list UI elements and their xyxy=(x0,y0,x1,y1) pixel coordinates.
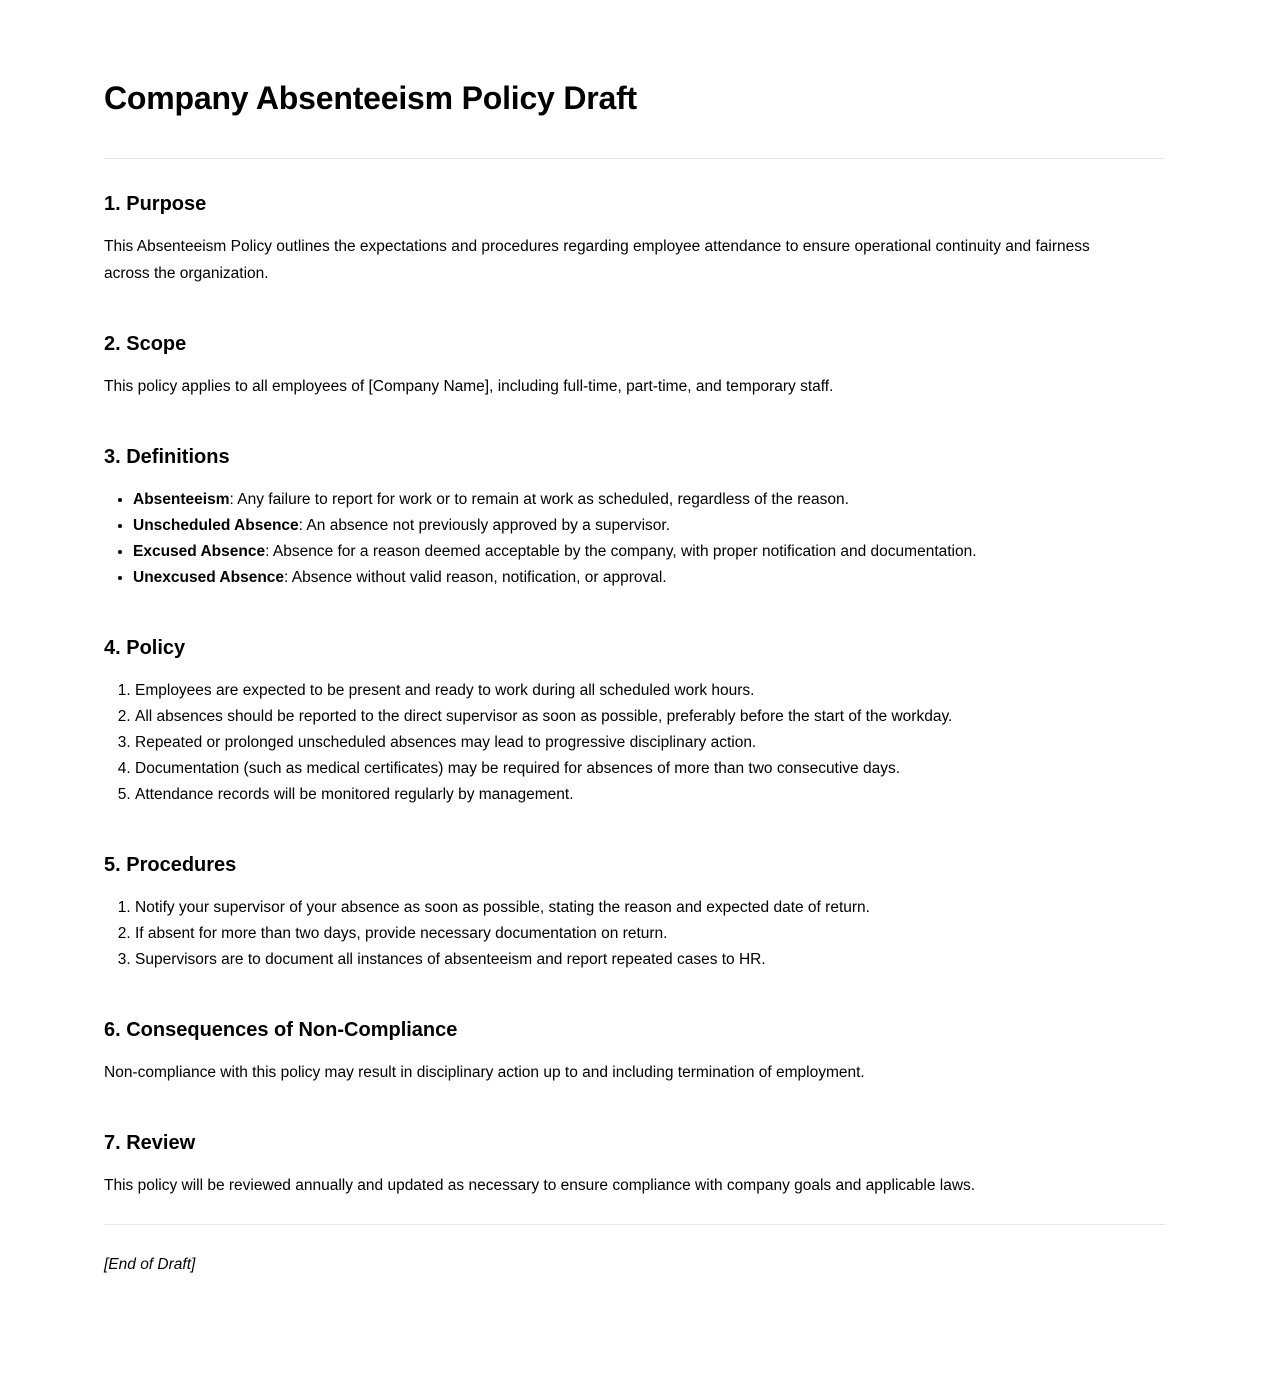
definitions-list xyxy=(104,487,1165,591)
section-procedures xyxy=(104,852,1165,973)
section-paragraph-review: This policy will be reviewed annually and updated as necessary to ensure compliance with company goals and applicable laws. xyxy=(104,1177,976,1194)
section-paragraph-scope: This policy applies to all employees of [Company Name], including full-time, part-time, and temporary staff. xyxy=(104,378,834,395)
list-item: 4. Documentation (such as medical certificates) may be required for absences of more than two consecutive days. xyxy=(135,756,1165,782)
definition-term: Unexcused Absence xyxy=(133,569,285,586)
list-item xyxy=(133,513,1165,539)
section-review xyxy=(104,1130,1165,1199)
list-item: 3. Repeated or prolonged unscheduled absences may lead to progressive disciplinary action. xyxy=(135,730,1165,756)
list-item: 3. Supervisors are to document all instances of absenteeism and report repeated cases to HR. xyxy=(135,947,1165,973)
list-item xyxy=(133,565,1165,591)
list-item: 2. If absent for more than two days, provide necessary documentation on return. xyxy=(135,921,1165,947)
list-item: 1. Notify your supervisor of your absence as soon as possible, stating the reason and expected date of return. xyxy=(135,895,1165,921)
section-definitions xyxy=(104,444,1165,591)
definition-text: : Absence for a reason deemed acceptable by the company, with proper notification and documentation. xyxy=(265,543,977,560)
section-consequences xyxy=(104,1017,1165,1086)
definition-text: : An absence not previously approved by a supervisor. xyxy=(298,517,671,534)
page-title: Company Absenteeism Policy Draft xyxy=(104,80,638,116)
end-of-draft-note: [End of Draft] xyxy=(104,1256,196,1273)
procedures-list xyxy=(104,895,1165,973)
list-item: 1. Employees are expected to be present and ready to work during all scheduled work hours. xyxy=(135,678,1165,704)
list-item: 5. Attendance records will be monitored regularly by management. xyxy=(135,782,1165,808)
definition-term: Absenteeism xyxy=(133,491,230,508)
section-paragraph-consequences: Non-compliance with this policy may result in disciplinary action up to and including termination of employment. xyxy=(104,1064,865,1081)
section-policy xyxy=(104,635,1165,808)
definition-term: Excused Absence xyxy=(133,543,266,560)
section-heading-policy: 4. Policy xyxy=(104,637,186,659)
section-purpose xyxy=(104,191,1165,287)
section-heading-scope: 2. Scope xyxy=(104,333,187,355)
section-heading-consequences: 6. Consequences of Non-Compliance xyxy=(104,1019,458,1041)
section-heading-review: 7. Review xyxy=(104,1132,196,1154)
title-divider xyxy=(104,158,1165,159)
section-heading-definitions: 3. Definitions xyxy=(104,446,230,468)
list-item xyxy=(133,539,1165,565)
list-item xyxy=(133,487,1165,513)
section-heading-purpose: 1. Purpose xyxy=(104,193,207,215)
section-scope xyxy=(104,331,1165,400)
definition-term: Unscheduled Absence xyxy=(133,517,299,534)
list-item: 2. All absences should be reported to the direct supervisor as soon as possible, preferably before the start of the workday. xyxy=(135,704,1165,730)
section-paragraph-purpose: This Absenteeism Policy outlines the expectations and procedures regarding employee attendance to ensure operational continuity and fairness across the organization. xyxy=(104,238,1090,282)
definition-text: : Any failure to report for work or to remain at work as scheduled, regardless of the reason. xyxy=(229,491,849,508)
section-heading-procedures: 5. Procedures xyxy=(104,854,237,876)
policy-list xyxy=(104,678,1165,808)
bottom-spacer xyxy=(104,1278,1165,1388)
footer-divider xyxy=(104,1224,1165,1225)
definition-text: : Absence without valid reason, notification, or approval. xyxy=(284,569,667,586)
